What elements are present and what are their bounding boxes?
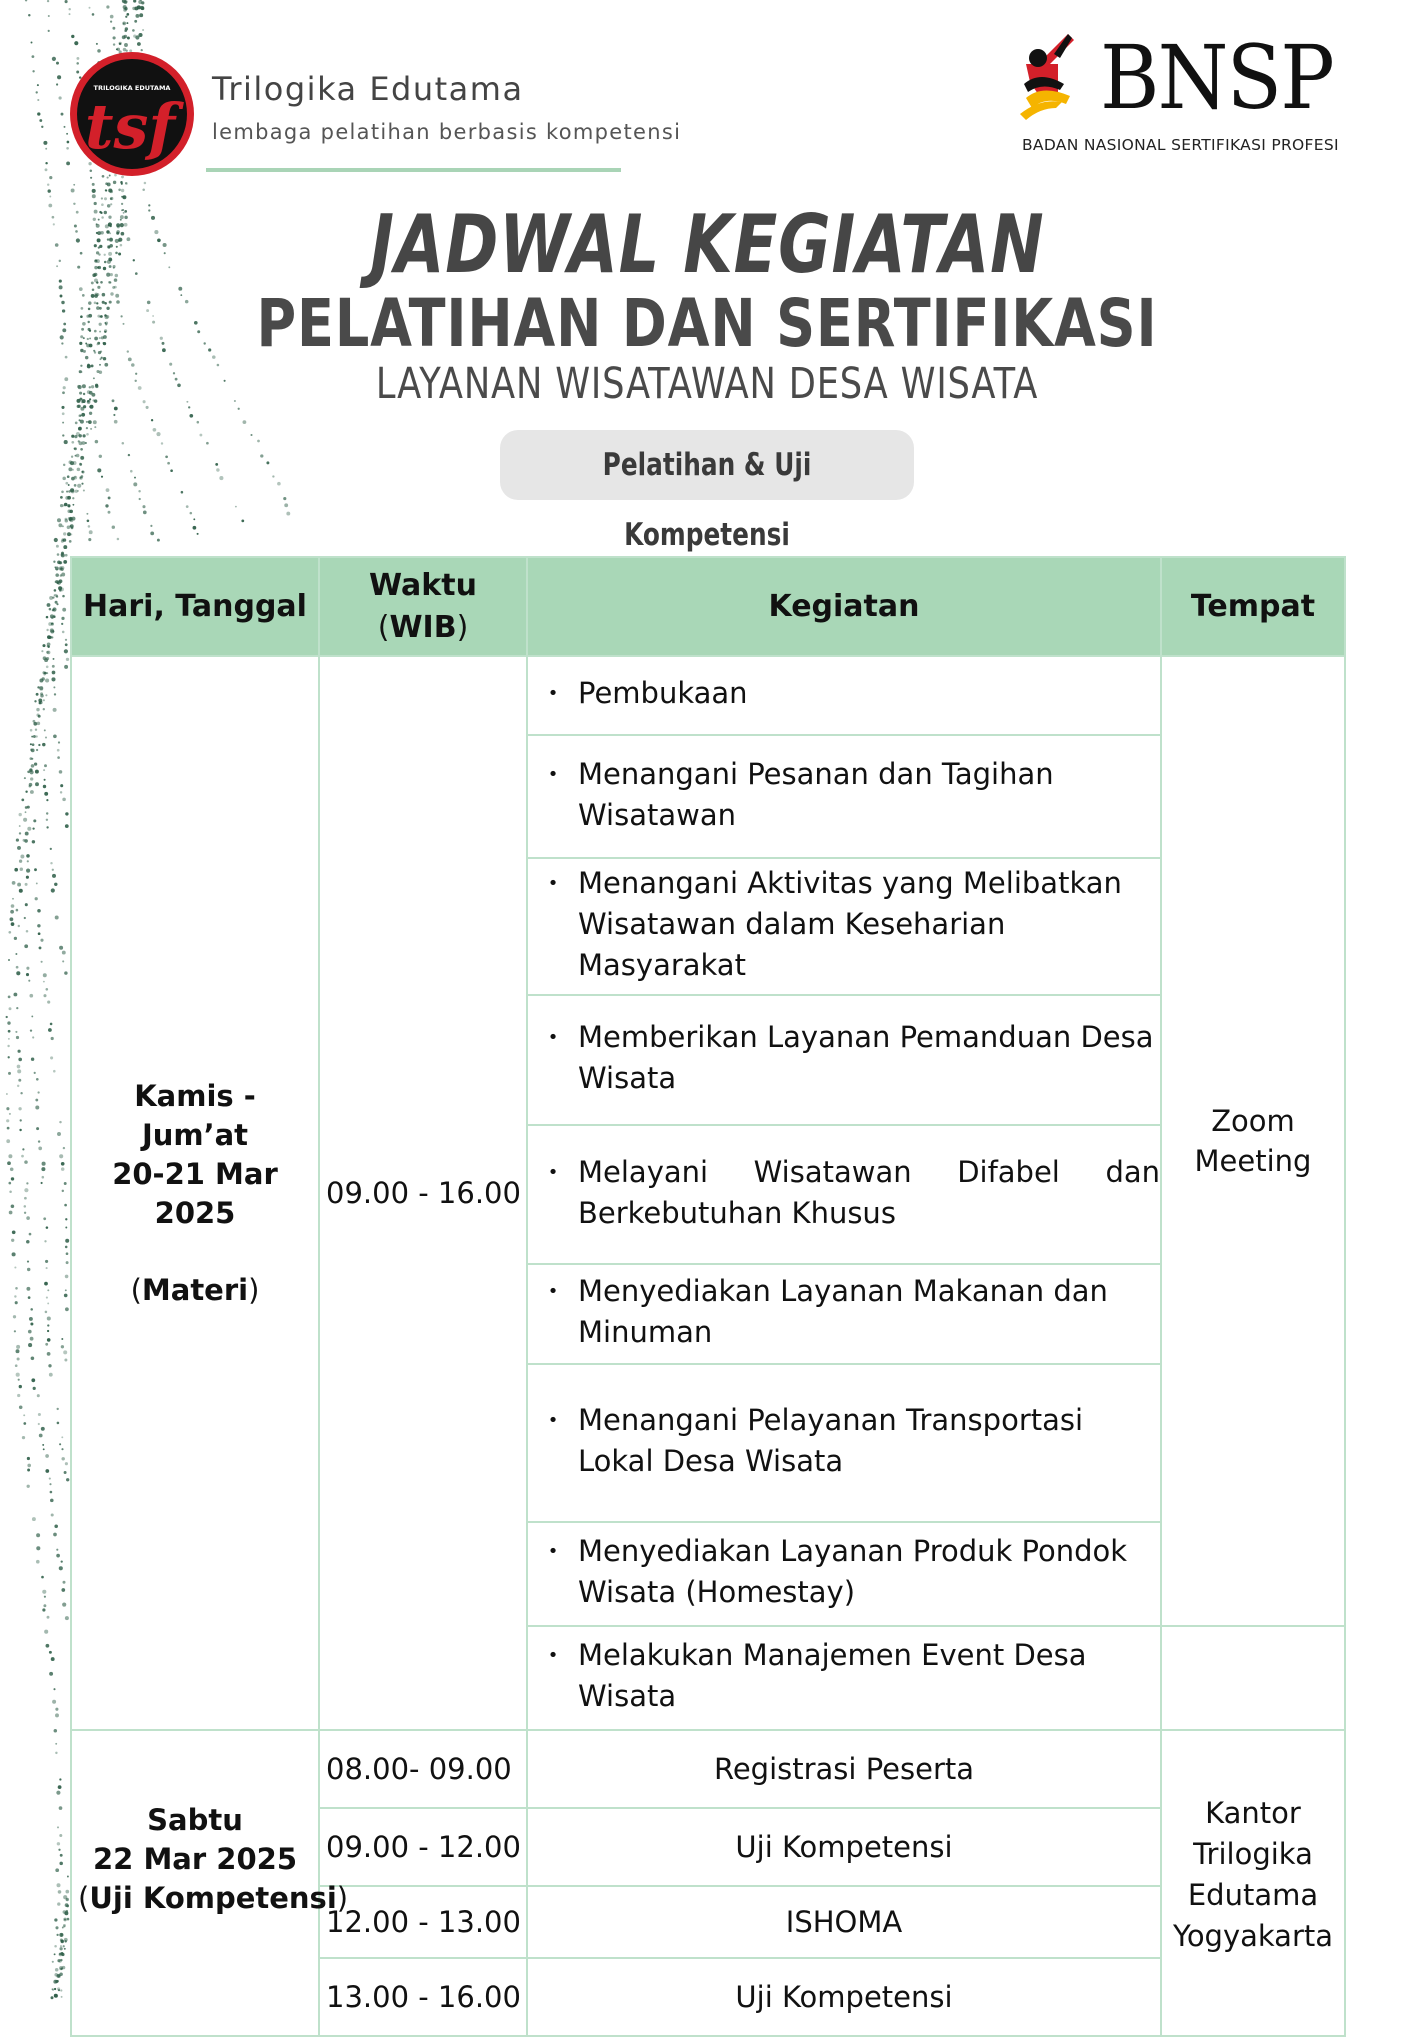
header-time-label: Waktu [369, 567, 477, 603]
title-sub: PELATIHAN DAN SERTIFIKASI [256, 285, 1158, 362]
activity-text: Menangani Aktivitas yang Melibatkan Wisatawan dalam Keseharian Masyarakat [578, 866, 1122, 982]
title-block [0, 198, 1414, 409]
day-cell-materi [71, 656, 319, 1730]
activity-cell: Registrasi Peserta [527, 1730, 1161, 1808]
bullet-icon [528, 1017, 578, 1058]
header-activity: Kegiatan [527, 557, 1161, 656]
activity-text: Menangani Pelayanan Transportasi Lokal Desa Wisata [578, 1403, 1084, 1478]
table-header-row [71, 557, 1345, 656]
activity-cell [527, 735, 1161, 858]
activity-cell: ISHOMA [527, 1886, 1161, 1958]
table-row [71, 656, 1345, 735]
schedule-table [70, 556, 1346, 2037]
activity-cell: Uji Kompetensi [527, 1808, 1161, 1886]
time-cell-materi: 09.00 - 16.00 [319, 656, 527, 1730]
header-day: Hari, Tanggal [71, 557, 319, 656]
title-main: JADWAL KEGIATAN [369, 198, 1045, 291]
place-cell-zoom [1161, 656, 1345, 1626]
activity-cell [527, 1125, 1161, 1264]
place-cell-office [1161, 1730, 1345, 2036]
bullet-icon [528, 673, 578, 714]
header-time-unit: (WIB) [377, 609, 469, 645]
org-name: Trilogika Edutama [212, 70, 524, 108]
bullet-icon [528, 863, 578, 904]
activity-cell [527, 1522, 1161, 1626]
activity-text: Menyediakan Layanan Makanan dan Minuman [578, 1274, 1108, 1349]
time-cell: 13.00 - 16.00 [319, 1958, 527, 2036]
activity-text: Pembukaan [578, 676, 748, 710]
day-cell-uji [71, 1730, 349, 2036]
time-cell: 09.00 - 12.00 [319, 1808, 527, 1886]
header-place: Tempat [1161, 557, 1345, 656]
activity-text: Menyediakan Layanan Produk Pondok Wisata (Homestay) [578, 1534, 1128, 1609]
place-line: Trilogika [1193, 1837, 1313, 1871]
activity-cell [527, 1264, 1161, 1364]
logo-ring-text: TRILOGIKA EDUTAMA [93, 84, 171, 92]
activity-cell [527, 656, 1161, 735]
logo-mark: tsf [84, 90, 176, 163]
time-cell: 08.00- 09.00 [319, 1730, 527, 1808]
activity-cell [527, 1364, 1161, 1522]
day-label: Kamis - Jum’at [134, 1078, 256, 1152]
date-label: 22 Mar 2025 [93, 1842, 297, 1876]
time-cell: 12.00 - 13.00 [319, 1886, 527, 1958]
bullet-icon [528, 754, 578, 795]
activity-text: Melayani Wisatawan Difabel dan Berkebutuhan Khusus [578, 1154, 1160, 1230]
place-line: Meeting [1194, 1144, 1312, 1178]
bnsp-wordmark: BNSP [1100, 26, 1333, 129]
bullet-icon [528, 1152, 578, 1193]
place-line: Zoom [1211, 1104, 1295, 1138]
header-time [319, 557, 527, 656]
date-label: 20-21 Mar 2025 [112, 1156, 278, 1230]
place-cell-empty [1161, 1626, 1345, 1730]
activity-cell: Uji Kompetensi [527, 1958, 1161, 2036]
session-note: (Uji Kompetensi) [78, 1881, 349, 1915]
session-note: (Materi) [130, 1272, 260, 1307]
bullet-icon [528, 1271, 578, 1312]
day-label: Sabtu [147, 1803, 243, 1837]
activity-text: Menangani Pesanan dan Tagihan Wisatawan [578, 756, 1054, 832]
header-divider [206, 168, 621, 172]
activity-cell [527, 858, 1161, 995]
bnsp-emblem-icon [1010, 24, 1100, 136]
bullet-icon [528, 1400, 578, 1441]
activity-cell [527, 995, 1161, 1125]
bnsp-subtitle: BADAN NASIONAL SERTIFIKASI PROFESI [1022, 136, 1339, 154]
program-badge [500, 430, 914, 553]
place-line: Kantor [1205, 1796, 1301, 1830]
trilogika-logo [68, 50, 196, 178]
bullet-icon [528, 1531, 578, 1572]
activity-text: Memberikan Layanan Pemanduan Desa Wisata [578, 1020, 1154, 1095]
place-line: Yogyakarta [1172, 1919, 1334, 1953]
activity-cell [527, 1626, 1161, 1730]
bullet-icon [528, 1635, 578, 1676]
program-badge-label: Pelatihan & Uji Kompetensi [602, 447, 812, 553]
place-line: Edutama [1187, 1878, 1319, 1912]
activity-text: Melakukan Manajemen Event Desa Wisata [578, 1638, 1087, 1713]
table-row [71, 1730, 1345, 1808]
title-program: LAYANAN WISATAWAN DESA WISATA [375, 359, 1039, 409]
org-tagline: lembaga pelatihan berbasis kompetensi [212, 120, 682, 144]
